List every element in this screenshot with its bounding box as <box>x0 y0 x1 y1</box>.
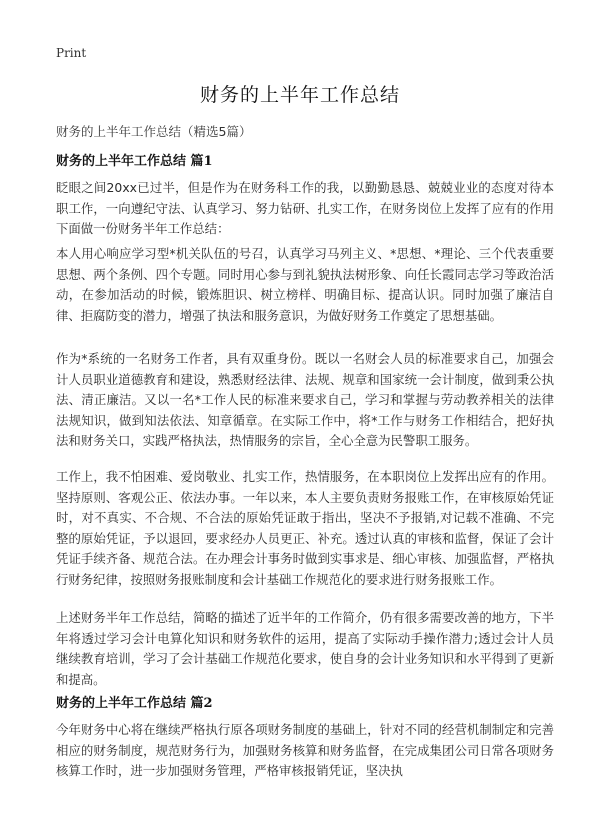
paragraph: 本人用心响应学习型*机关队伍的号召，认真学习马列主义、*思想、*理论、三个代表重要思想、两个条例、四个专题。同时用心参与到礼貌执法树形象、向任长霞同志学习等政治活动，在参加活动的时候，锻炼胆识、树立榜样、明确目标、提高认识。同时加强了廉洁自律、拒腐防变的潜力，增强了执法和服务意识，为做好财务工作奠定了思想基础。 <box>56 246 554 323</box>
paragraph: 作为*系统的一名财务工作者，具有双重身份。既以一名财会人员的标准要求自己，加强会计人员职业道德教育和建设，熟悉财经法律、法规、规章和国家统一会计制度，做到秉公执法、清正廉洁。又以一名*工作人民的标准来要求自己，学习和掌握与劳动教养相关的法律法规知识，做到知法依法、知章循章。在实际工作中，将*工作与财务工作相结合，把好执法和财务关口，实践严格执法，热情服务的宗旨，全心全意为民警职工服务。 <box>56 351 554 448</box>
print-link[interactable]: Print <box>56 46 87 60</box>
section-heading: 财务的上半年工作总结 篇2 <box>56 696 213 711</box>
document-subtitle: 财务的上半年工作总结（精选5篇） <box>56 124 252 139</box>
paragraph: 工作上，我不怕困难、爱岗敬业、扎实工作，热情服务，在本职岗位上发挥出应有的作用。坚持原则、客观公正、依法办事。一年以来，本人主要负责财务报账工作，在审核原始凭证时，对不真实、不合规、不合法的原始凭证敢于指出，坚决不予报销,对记载不准确、不完整的原始凭证，予以退回，要求经办人员更正、补充。透过认真的审核和监督，保证了会计凭证手续齐备、规范合法。在办理会计事务时做到实事求是、细心审核、加强监督，严格执行财务纪律，按照财务报账制度和会计基础工作规范化的要求进行财务报账工作。 <box>56 469 554 587</box>
paragraph: 今年财务中心将在继续严格执行原各项财务制度的基础上，针对不同的经营机制制定和完善相应的财务制度，规范财务行为，加强财务核算和财务监督，在完成集团公司日常各项财务核算工作时，进一步加强财务管理，严格审核报销凭证，坚决执 <box>56 722 554 778</box>
paragraph: 眨眼之间20xx已过半，但是作为在财务科工作的我，以勤勤恳恳、兢兢业业的态度对待本职工作，一向遵纪守法、认真学习、努力钻研、扎实工作，在财务岗位上发挥了应有的作用下面做一份财务半年工作总结： <box>56 180 554 236</box>
paragraph: 上述财务半年工作总结，简略的描述了近半年的工作简介，仍有很多需要改善的地方，下半年将透过学习会计电算化知识和财务软件的运用，提高了实际动手操作潜力;透过会计人员继续教育培训，学习了会计基础工作规范化要求，使自身的会计业务知识和水平得到了更新和提高。 <box>56 610 554 687</box>
page-title: 财务的上半年工作总结 <box>199 84 400 106</box>
section-heading: 财务的上半年工作总结 篇1 <box>56 154 213 169</box>
